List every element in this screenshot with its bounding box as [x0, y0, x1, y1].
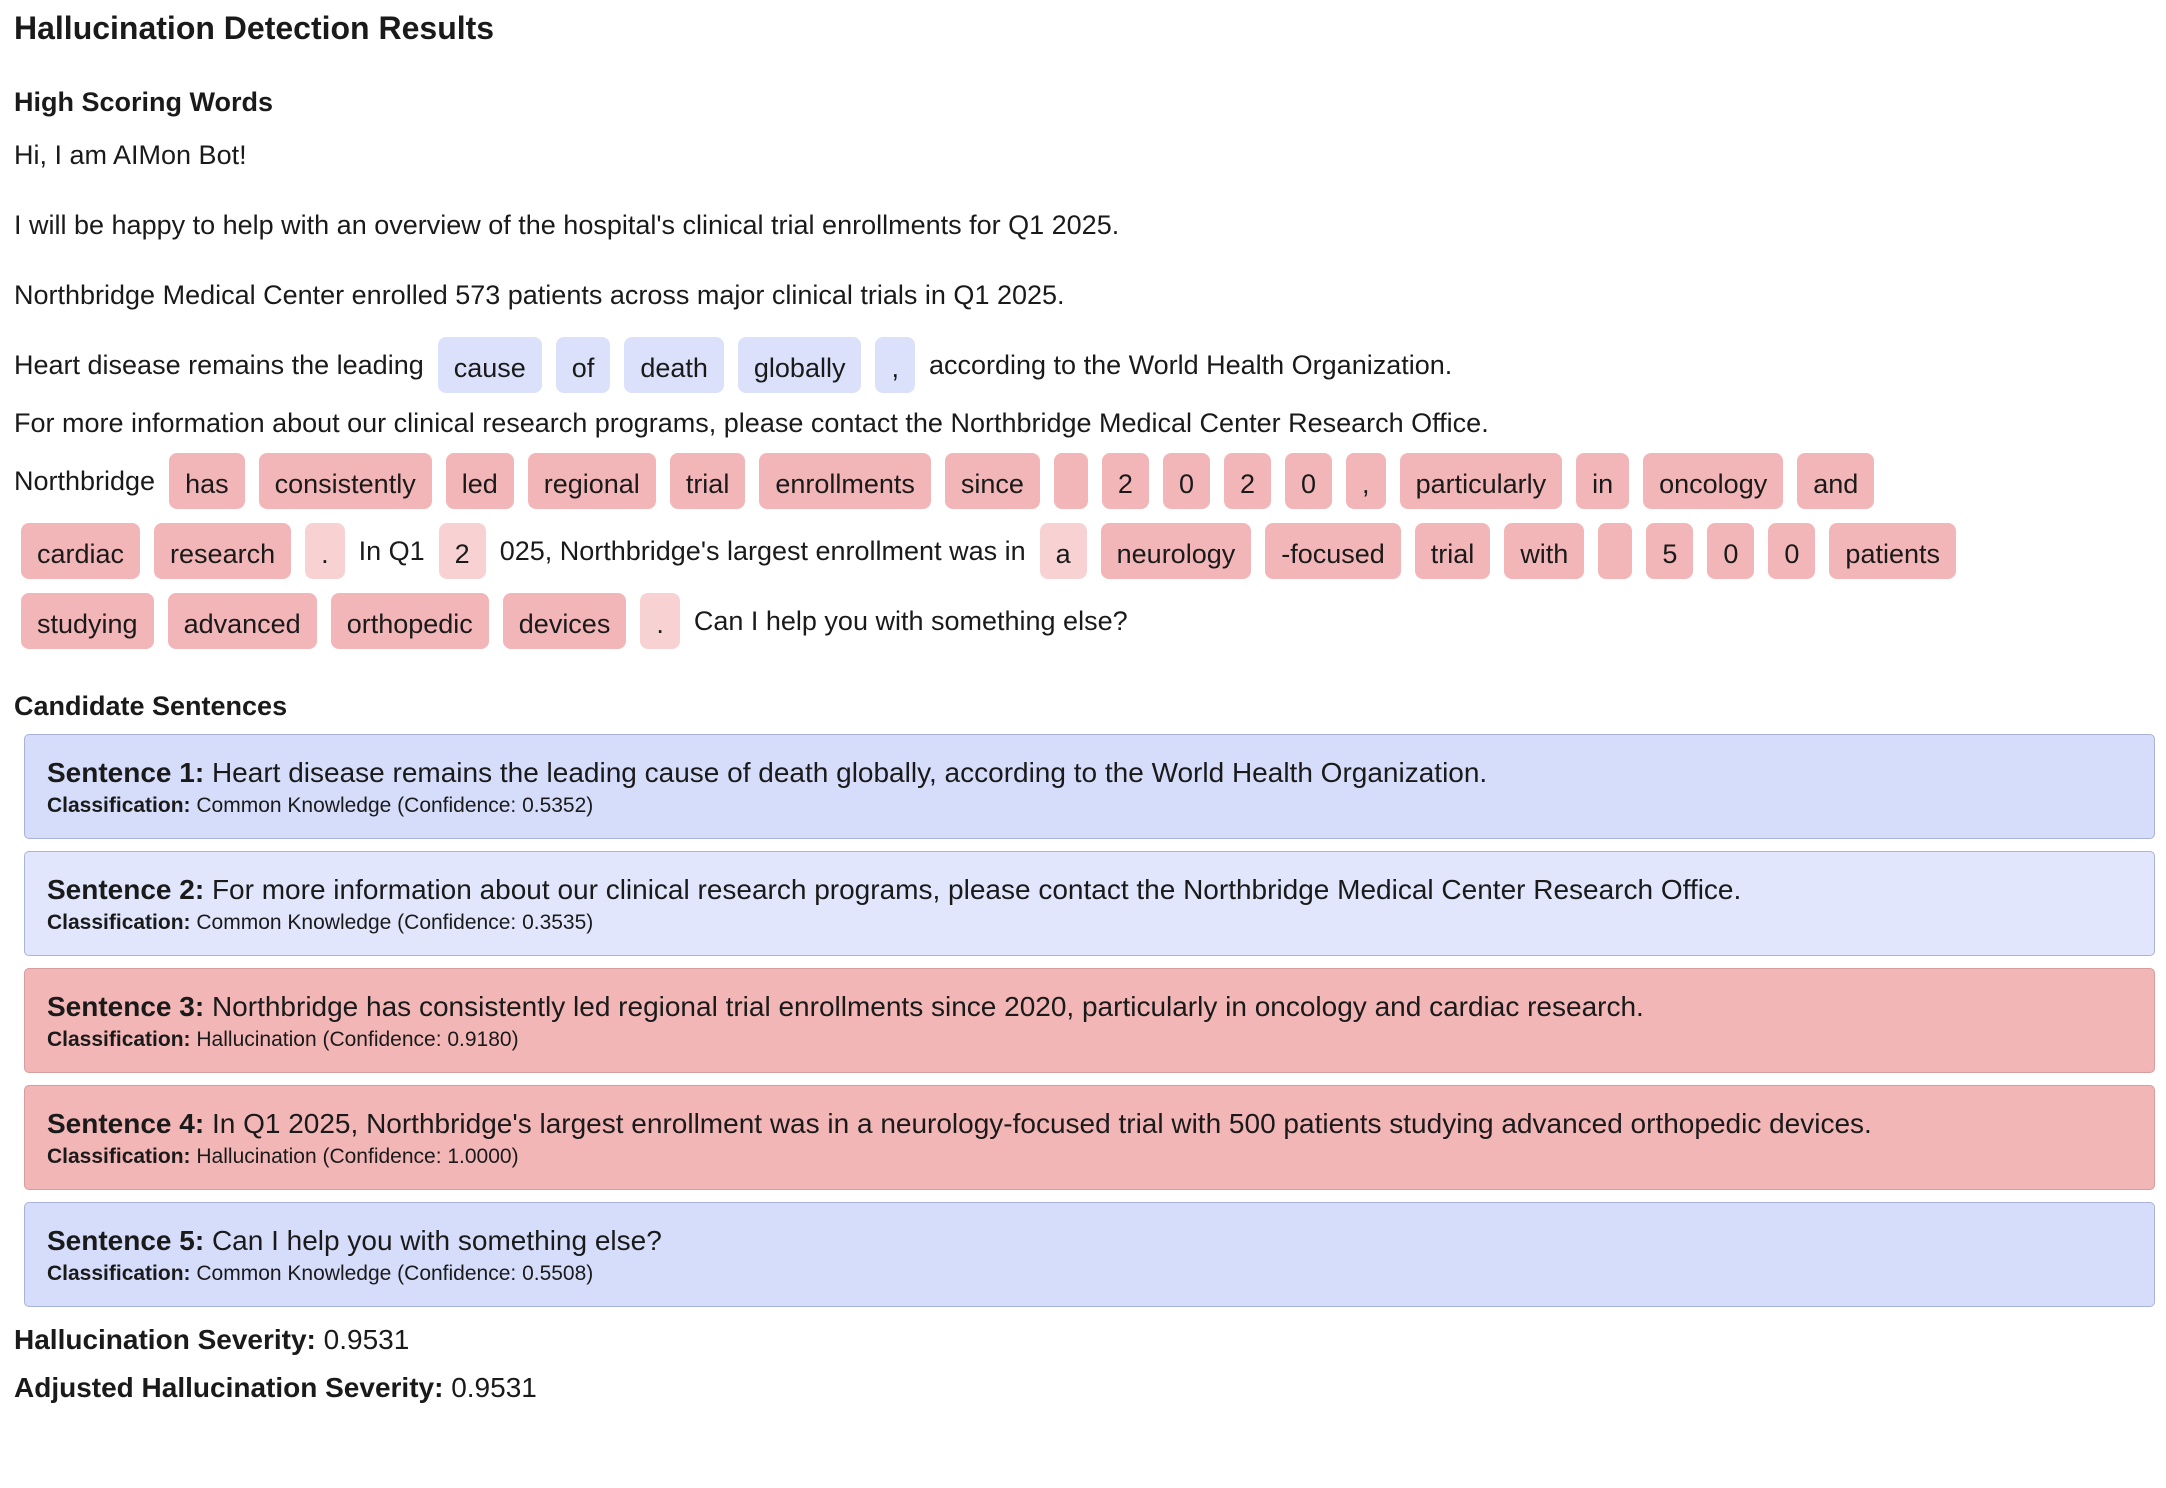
word-chip: trial — [670, 453, 746, 509]
classification-value: Common Knowledge (Confidence: 0.5508) — [196, 1262, 594, 1285]
classification-label: Classification: — [47, 1028, 191, 1051]
word-chip: has — [169, 453, 245, 509]
word-chip: -focused — [1265, 523, 1401, 579]
sentence-text: For more information about our clinical research programs, please contact the Northbridge Medical Center Research Office. — [211, 874, 1742, 905]
sentence-line — [47, 874, 2132, 906]
word-chip: a — [1040, 523, 1087, 579]
adjusted-severity-value: 0.9531 — [451, 1372, 537, 1403]
word-chip: . — [640, 593, 680, 649]
adjusted-hallucination-severity — [14, 1371, 2152, 1405]
classification-value: Common Knowledge (Confidence: 0.5352) — [196, 794, 594, 817]
word-chip: devices — [503, 593, 627, 649]
sentence-card-1 — [24, 734, 2155, 839]
line-text: Heart disease remains the leading — [14, 349, 424, 380]
classification-label: Classification: — [47, 1262, 191, 1285]
severity-value: 0.9531 — [323, 1324, 410, 1355]
word-chip: particularly — [1400, 453, 1563, 509]
word-chip: 2 — [1102, 453, 1149, 509]
contact-text: For more information about our clinical research programs, please contact the Northbridge Medical Center Research Office. — [14, 408, 1489, 438]
statement-text: Northbridge Medical Center enrolled 573 patients across major clinical trials in Q1 2025. — [14, 280, 1065, 310]
sentence-text: In Q1 2025, Northbridge's largest enrollment was in a neurology-focused trial with 500 patients studying advanced orthopedic devices. — [211, 1108, 1872, 1139]
sentence-text: Can I help you with something else? — [211, 1225, 662, 1256]
classification-value: Common Knowledge (Confidence: 0.3535) — [196, 911, 594, 934]
classification-line — [47, 793, 2132, 819]
classification-line — [47, 1144, 2132, 1170]
sentence-label: Sentence 2: — [47, 874, 205, 905]
word-chip: 0 — [1707, 523, 1754, 579]
word-chip: orthopedic — [331, 593, 489, 649]
sentence-card-3 — [24, 968, 2155, 1073]
word-chip: 5 — [1646, 523, 1693, 579]
word-chip: since — [945, 453, 1040, 509]
word-chip: with — [1504, 523, 1584, 579]
word-chip: 0 — [1768, 523, 1815, 579]
severity-label: Hallucination Severity: — [14, 1324, 316, 1355]
sentence-card-4 — [24, 1085, 2155, 1190]
word-chip: , — [875, 337, 915, 393]
line-text: according to the World Health Organization. — [928, 349, 1453, 380]
sentence-label: Sentence 4: — [47, 1108, 205, 1139]
page-title: Hallucination Detection Results — [14, 10, 495, 46]
word-chip: 0 — [1163, 453, 1210, 509]
word-chip: enrollments — [759, 453, 931, 509]
classification-label: Classification: — [47, 1145, 191, 1168]
sentence-label: Sentence 1: — [47, 757, 205, 788]
adjusted-severity-label: Adjusted Hallucination Severity: — [14, 1372, 444, 1403]
hallucination-severity — [14, 1323, 2152, 1357]
word-chip: in — [1576, 453, 1629, 509]
word-chip: oncology — [1643, 453, 1783, 509]
sentence-line — [47, 1108, 2132, 1140]
sentence-card-2 — [24, 851, 2155, 956]
word-chip — [1598, 523, 1632, 579]
sentence-text: Heart disease remains the leading cause of death globally, according to the World Health Organization. — [211, 757, 1488, 788]
word-chip: 2 — [1224, 453, 1271, 509]
word-chip: of — [556, 337, 611, 393]
word-chip: 2 — [439, 523, 486, 579]
word-chip: , — [1346, 453, 1386, 509]
classification-line — [47, 910, 2132, 936]
sentence-card-5 — [24, 1202, 2155, 1307]
word-chip: patients — [1829, 523, 1956, 579]
word-chip — [1054, 453, 1088, 509]
classification-label: Classification: — [47, 911, 191, 934]
sentence-text: Northbridge has consistently led regional trial enrollments since 2020, particularly in oncology and cardiac research. — [211, 991, 1644, 1022]
line-text: In Q1 — [358, 535, 425, 566]
word-chip: advanced — [168, 593, 317, 649]
line-text: 025, Northbridge's largest enrollment was in — [499, 535, 1026, 566]
sentence-line — [47, 991, 2132, 1023]
word-chip: research — [154, 523, 291, 579]
sentence-line — [47, 1225, 2132, 1257]
word-chip: consistently — [259, 453, 432, 509]
word-chip: trial — [1415, 523, 1491, 579]
highlight-line-3 — [14, 522, 2152, 580]
classification-value: Hallucination (Confidence: 0.9180) — [196, 1028, 519, 1051]
word-chip: . — [305, 523, 345, 579]
candidate-sentences-heading: Candidate Sentences — [14, 691, 288, 721]
word-chip: studying — [21, 593, 154, 649]
candidate-sentences — [14, 690, 2152, 1307]
intro-text: I will be happy to help with an overview of the hospital's clinical trial enrollments for Q1 2025. — [14, 210, 1120, 240]
sentence-label: Sentence 5: — [47, 1225, 205, 1256]
high-scoring-heading: High Scoring Words — [14, 87, 274, 117]
line-text: Can I help you with something else? — [693, 605, 1128, 636]
classification-value: Hallucination (Confidence: 1.0000) — [196, 1145, 519, 1168]
word-chip: cause — [438, 337, 542, 393]
sentence-line — [47, 757, 2132, 789]
word-chip: and — [1797, 453, 1874, 509]
word-chip: death — [624, 337, 724, 393]
highlight-line-4 — [14, 592, 2152, 650]
highlight-line-2 — [14, 452, 2152, 510]
greeting-text: Hi, I am AIMon Bot! — [14, 140, 247, 170]
word-chip: neurology — [1101, 523, 1252, 579]
word-chip: 0 — [1285, 453, 1332, 509]
highlight-line-1 — [14, 336, 2152, 394]
word-chip: globally — [738, 337, 862, 393]
classification-line — [47, 1027, 2132, 1053]
word-chip: led — [446, 453, 514, 509]
word-chip: regional — [528, 453, 656, 509]
sentence-label: Sentence 3: — [47, 991, 205, 1022]
line-text: Northbridge — [14, 465, 156, 496]
classification-line — [47, 1261, 2132, 1287]
word-chip: cardiac — [21, 523, 140, 579]
classification-label: Classification: — [47, 794, 191, 817]
